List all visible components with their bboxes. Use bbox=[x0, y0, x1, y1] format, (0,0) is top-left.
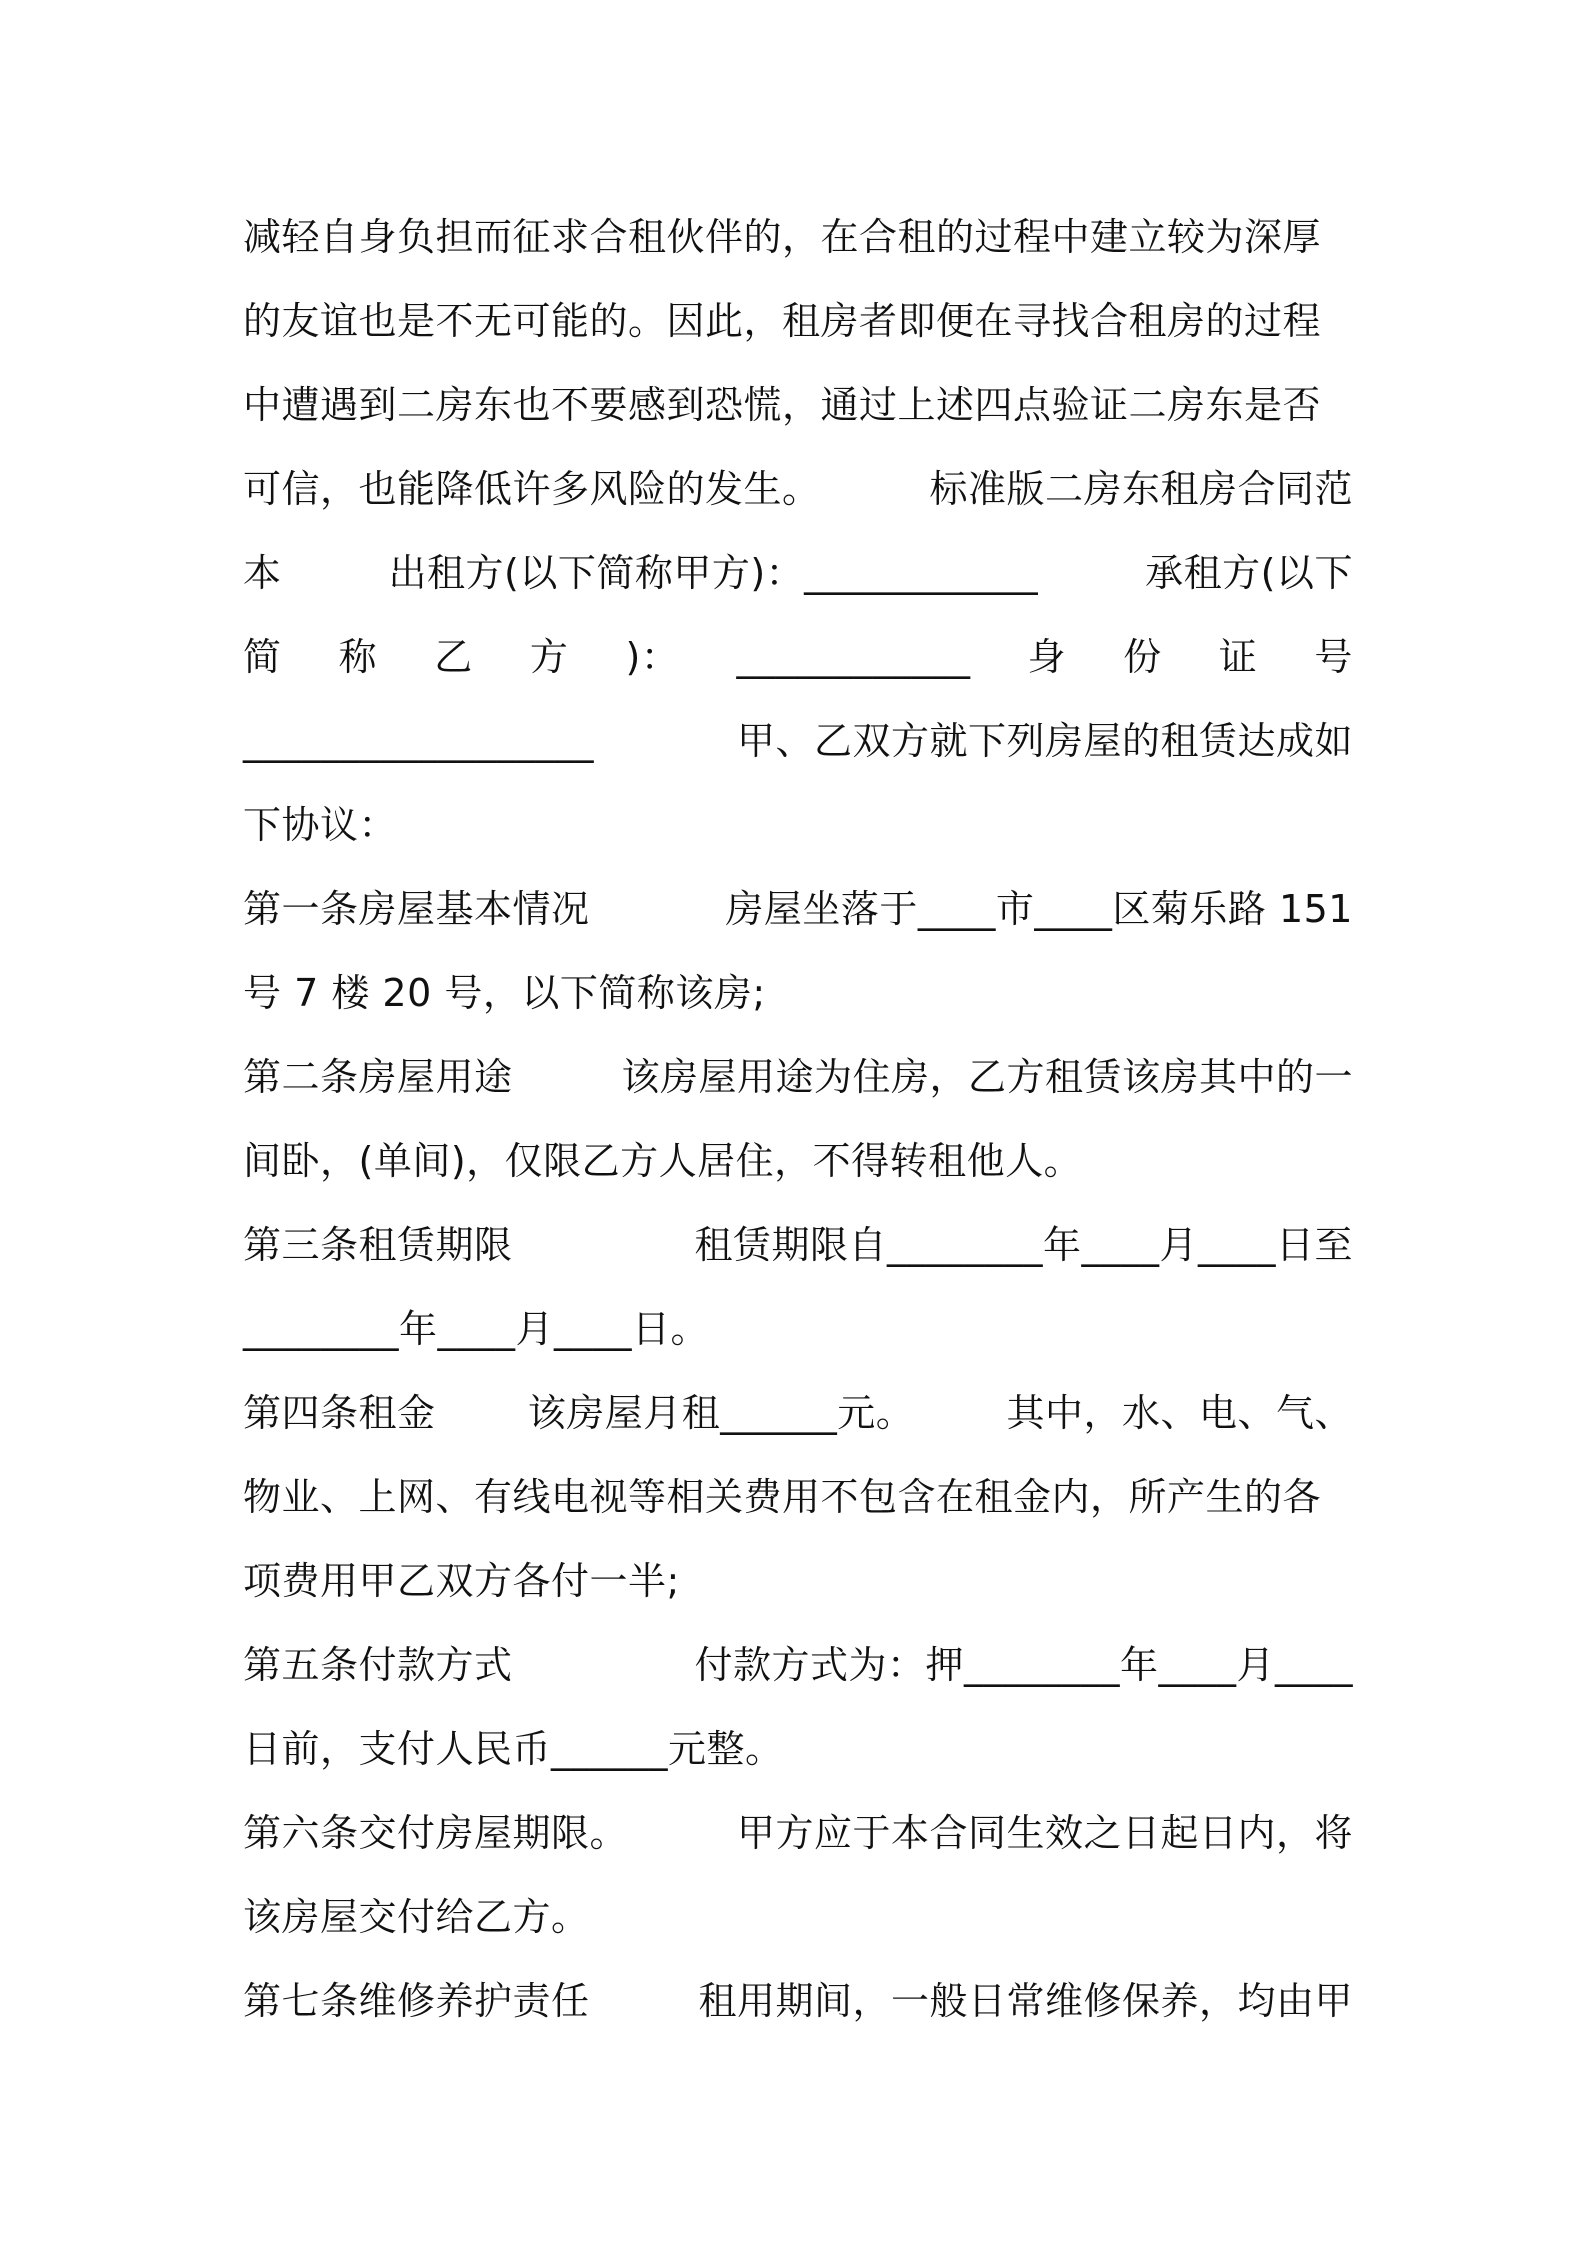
text-line bbox=[243, 1035, 1353, 1119]
text-segment: 的友谊也是不无可能的。因此，租房者即便在寻找合租房的过程 bbox=[243, 299, 1322, 343]
text-segment: 项费用甲乙双方各付一半; bbox=[243, 1559, 680, 1603]
text-segment: 其中，水、电、气、 bbox=[1006, 1391, 1353, 1435]
text-segment: 下协议： bbox=[243, 803, 398, 847]
text-segment: 减轻自身负担而征求合租伙伴的，在合租的过程中建立较为深厚 bbox=[243, 215, 1322, 259]
text-segment: 号 7 楼 20 号，以下简称该房; bbox=[243, 971, 766, 1015]
text-segment: 该房屋用途为住房，乙方租赁该房其中的一 bbox=[621, 1055, 1353, 1099]
text-segment: 第七条维修养护责任 bbox=[243, 1979, 590, 2023]
text-segment: 简 bbox=[243, 635, 282, 679]
text-line bbox=[243, 1539, 1353, 1623]
text-line bbox=[243, 279, 1353, 363]
text-line bbox=[243, 1875, 1353, 1959]
text-segment: 该房屋交付给乙方。 bbox=[243, 1895, 590, 1939]
text-segment: 第四条租金 bbox=[243, 1391, 436, 1435]
text-segment: 承租方(以下 bbox=[1145, 551, 1353, 595]
text-segment: 份 bbox=[1123, 635, 1162, 679]
text-segment: 可信，也能降低许多风险的发生。 bbox=[243, 467, 821, 511]
text-segment: 证 bbox=[1218, 635, 1258, 679]
text-segment: 第二条房屋用途 bbox=[243, 1055, 513, 1099]
text-segment: 第六条交付房屋期限。 bbox=[243, 1811, 629, 1855]
text-segment: 出租方(以下简称甲方)：____________ bbox=[388, 551, 1039, 595]
text-line bbox=[243, 531, 1353, 615]
text-line bbox=[243, 615, 1353, 699]
text-segment: 租用期间，一般日常维修保养，均由甲 bbox=[698, 1979, 1353, 2023]
text-segment: 本 bbox=[243, 551, 282, 595]
text-line bbox=[243, 1455, 1353, 1539]
text-segment: 乙 bbox=[434, 635, 473, 679]
text-line bbox=[243, 195, 1353, 279]
text-line bbox=[243, 1707, 1353, 1791]
text-line bbox=[243, 447, 1353, 531]
text-line bbox=[243, 1371, 1353, 1455]
text-segment: 付款方式为：押________年____月____ bbox=[694, 1643, 1353, 1687]
text-line bbox=[243, 1287, 1353, 1371]
text-line bbox=[243, 867, 1353, 951]
text-line bbox=[243, 1119, 1353, 1203]
text-segment: 日前，支付人民币______元整。 bbox=[243, 1727, 784, 1771]
text-line bbox=[243, 1203, 1353, 1287]
text-segment: 租赁期限自________年____月____日至 bbox=[694, 1223, 1353, 1267]
text-line bbox=[243, 951, 1353, 1035]
text-segment: 称 bbox=[338, 635, 378, 679]
text-line bbox=[243, 1959, 1353, 2043]
text-segment: 第一条房屋基本情况 bbox=[243, 887, 590, 931]
text-segment: 间卧，(单间)，仅限乙方人居住，不得转租他人。 bbox=[243, 1139, 1083, 1183]
text-segment: ________年____月____日。 bbox=[243, 1307, 710, 1351]
text-line bbox=[243, 1623, 1353, 1707]
text-line bbox=[243, 783, 1353, 867]
text-segment: )： bbox=[625, 635, 680, 679]
text-segment: 中遭遇到二房东也不要感到恐慌，通过上述四点验证二房东是否 bbox=[243, 383, 1322, 427]
text-segment: __________________ bbox=[243, 719, 594, 763]
text-segment: 第三条租赁期限 bbox=[243, 1223, 513, 1267]
text-segment: 甲方应于本合同生效之日起日内，将 bbox=[736, 1811, 1353, 1855]
text-segment: 该房屋月租______元。 bbox=[527, 1391, 915, 1435]
text-segment: 房屋坐落于____市____区菊乐路 151 bbox=[725, 887, 1353, 931]
text-line bbox=[243, 363, 1353, 447]
text-segment: 身 bbox=[1027, 635, 1067, 679]
text-segment: 甲、乙双方就下列房屋的租赁达成如 bbox=[736, 719, 1353, 763]
text-segment: 号 bbox=[1314, 635, 1353, 679]
contract-body-text bbox=[243, 195, 1353, 2043]
text-line bbox=[243, 699, 1353, 783]
text-segment: 第五条付款方式 bbox=[243, 1643, 513, 1687]
text-segment: 物业、上网、有线电视等相关费用不包含在租金内，所产生的各 bbox=[243, 1475, 1322, 1519]
text-segment: 方 bbox=[529, 635, 569, 679]
text-segment: 标准版二房东租房合同范 bbox=[929, 467, 1353, 511]
text-segment: ____________ bbox=[736, 635, 971, 679]
text-line bbox=[243, 1791, 1353, 1875]
